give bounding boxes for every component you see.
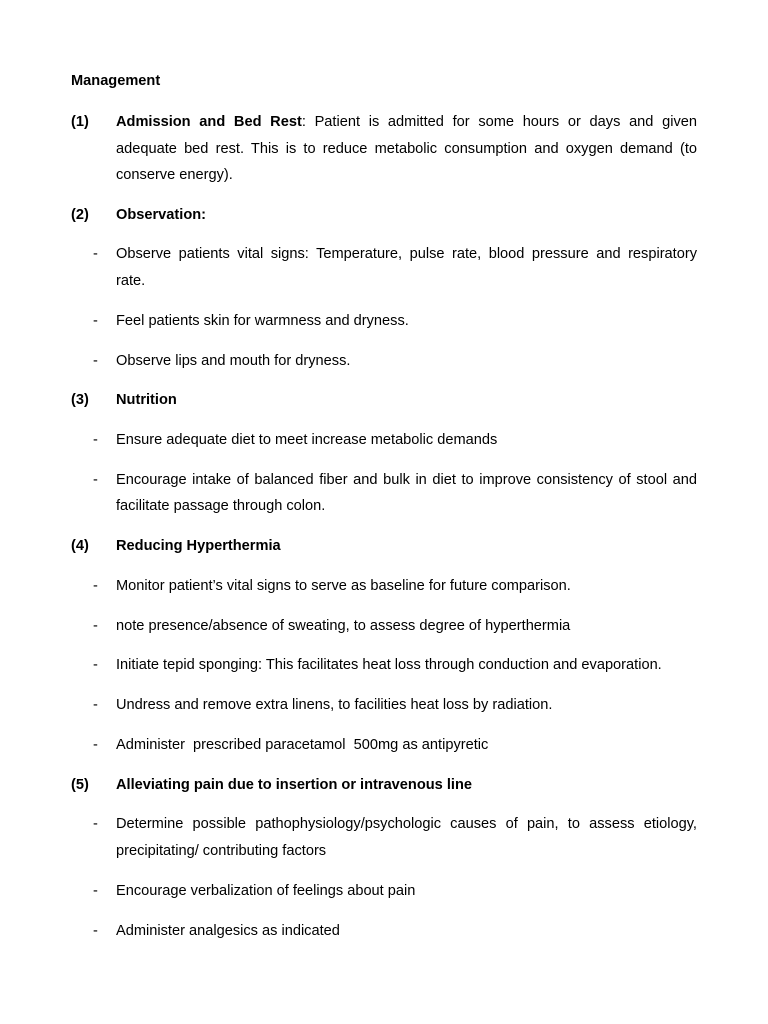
list-item: Encourage intake of balanced fiber and bulk in diet to improve consistency of stool and [116, 472, 697, 488]
list-item: Observe lips and mouth for dryness. [116, 353, 351, 369]
list-bullet: - [93, 472, 98, 488]
list-bullet: - [93, 246, 98, 262]
section-number: (2) [71, 207, 89, 223]
section-heading: Reducing Hyperthermia [116, 538, 281, 554]
section-heading: Admission and Bed Rest [116, 114, 302, 130]
list-bullet: - [93, 697, 98, 713]
list-item: Feel patients skin for warmness and dryness. [116, 313, 409, 329]
section-number: (1) [71, 114, 89, 130]
list-item: Observe patients vital signs: Temperature, pulse rate, blood pressure and respiratory [116, 246, 697, 262]
section-intro-line: adequate bed rest. This is to reduce metabolic consumption and oxygen demand (to [116, 141, 697, 157]
list-item: Initiate tepid sponging: This facilitates heat loss through conduction and evaporation. [116, 657, 662, 673]
list-item: Ensure adequate diet to meet increase metabolic demands [116, 432, 498, 448]
list-bullet: - [93, 816, 98, 832]
list-item: note presence/absence of sweating, to assess degree of hyperthermia [116, 618, 571, 634]
section-intro-line: conserve energy). [116, 167, 233, 183]
list-bullet: - [93, 578, 98, 594]
section-heading: Alleviating pain due to insertion or intravenous line [116, 777, 472, 793]
list-bullet: - [93, 737, 98, 753]
list-bullet: - [93, 618, 98, 634]
section-intro-line [116, 114, 697, 131]
list-bullet: - [93, 313, 98, 329]
list-item: Administer prescribed paracetamol 500mg as antipyretic [116, 737, 489, 753]
section-number: (5) [71, 777, 89, 793]
section-heading: Observation: [116, 207, 207, 223]
list-item: Encourage verbalization of feelings about pain [116, 883, 416, 899]
page-title: Management [71, 73, 161, 89]
section-heading: Nutrition [116, 392, 177, 408]
list-item: Administer analgesics as indicated [116, 923, 340, 939]
list-item: Monitor patient’s vital signs to serve as baseline for future comparison. [116, 578, 571, 594]
list-bullet: - [93, 353, 98, 369]
list-bullet: - [93, 657, 98, 673]
section-number: (3) [71, 392, 89, 408]
section-number: (4) [71, 538, 89, 554]
list-item: Determine possible pathophysiology/psychologic causes of pain, to assess etiology, [116, 816, 697, 832]
list-bullet: - [93, 432, 98, 448]
list-item: Undress and remove extra linens, to facilities heat loss by radiation. [116, 697, 553, 713]
list-bullet: - [93, 883, 98, 899]
list-item-continuation: rate. [116, 273, 146, 289]
list-bullet: - [93, 923, 98, 939]
list-item-continuation: precipitating/ contributing factors [116, 843, 327, 859]
section-intro-text: : Patient is admitted for some hours or days and given [301, 114, 697, 130]
list-item-continuation: facilitate passage through colon. [116, 498, 326, 514]
